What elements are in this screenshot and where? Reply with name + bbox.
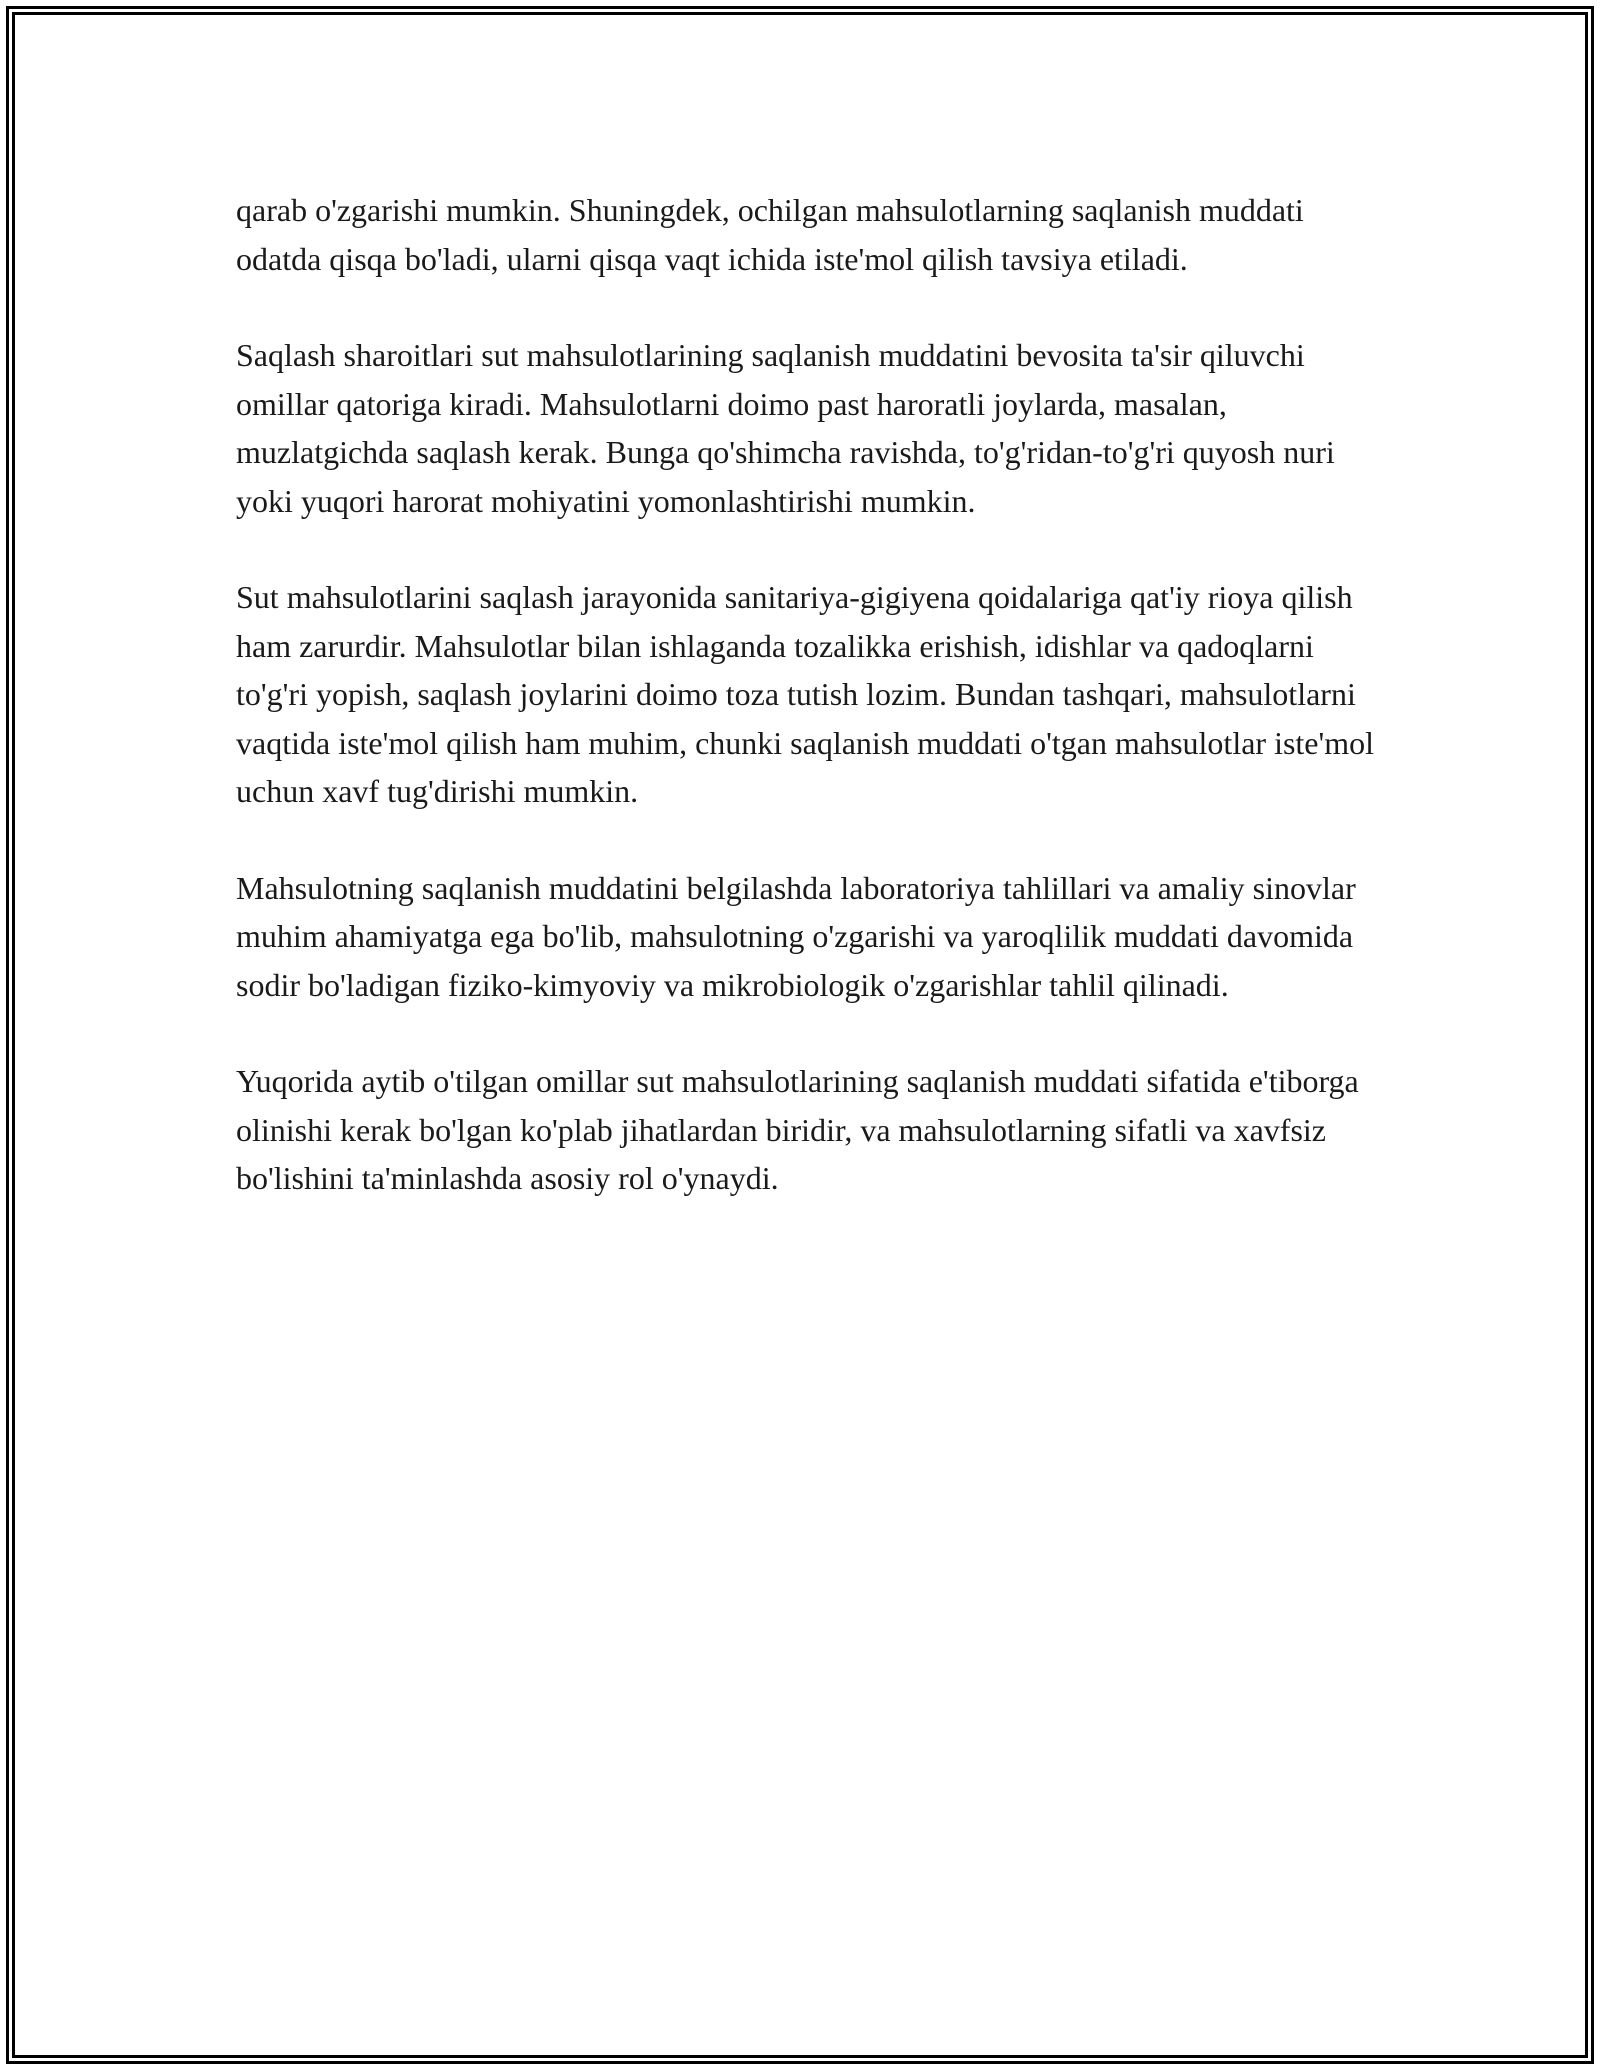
paragraph-1: qarab o'zgarishi mumkin. Shuningdek, ochilgan mahsulotlarning saqlanish muddati odatda qisqa bo'ladi, ularni qisqa vaqt ichida iste'mol qilish tavsiya etiladi. <box>236 192 1304 277</box>
paragraph-3: Sut mahsulotlarini saqlash jarayonida sanitariya-gigiyena qoidalariga qat'iy rioya qilish ham zarurdir. Mahsulotlar bilan ishlaganda tozalikka erishish, idishlar va qadoqlarni to'g'ri yopish, saqlash joylarini doimo toza tutish lozim. Bundan tashqari, mahsulotlarni vaqtida iste'mol qilish ham muhim, chunki saqlanish muddati o'tgan mahsulotlar iste'mol uchun xavf tug'dirishi mumkin. <box>236 579 1375 809</box>
paragraph-2: Saqlash sharoitlari sut mahsulotlarining saqlanish muddatini bevosita ta'sir qiluvchi omillar qatoriga kiradi. Mahsulotlarni doimo past haroratli joylarda, masalan, muzlatgichda saqlash kerak. Bunga qo'shimcha ravishda, to'g'ridan-to'g'ri quyosh nuri yoki yuqori harorat mohiyatini yomonlashtirishi mumkin. <box>236 337 1335 519</box>
paragraph-4: Mahsulotning saqlanish muddatini belgilashda laboratoriya tahlillari va amaliy sinovlar muhim ahamiyatga ega bo'lib, mahsulotning o'zgarishi va yaroqlilik muddati davomida sodir bo'ladigan fiziko-kimyoviy va mikrobiologik o'zgarishlar tahlil qilinadi. <box>236 869 1356 1003</box>
document-body <box>236 186 1376 1203</box>
paragraph-5: Yuqorida aytib o'tilgan omillar sut mahsulotlarining saqlanish muddati sifatida e'tiborga olinishi kerak bo'lgan ko'plab jihatlardan biridir, va mahsulotlarning sifatli va xavfsiz bo'lishini ta'minlashda asosiy rol o'ynaydi. <box>236 1063 1359 1196</box>
